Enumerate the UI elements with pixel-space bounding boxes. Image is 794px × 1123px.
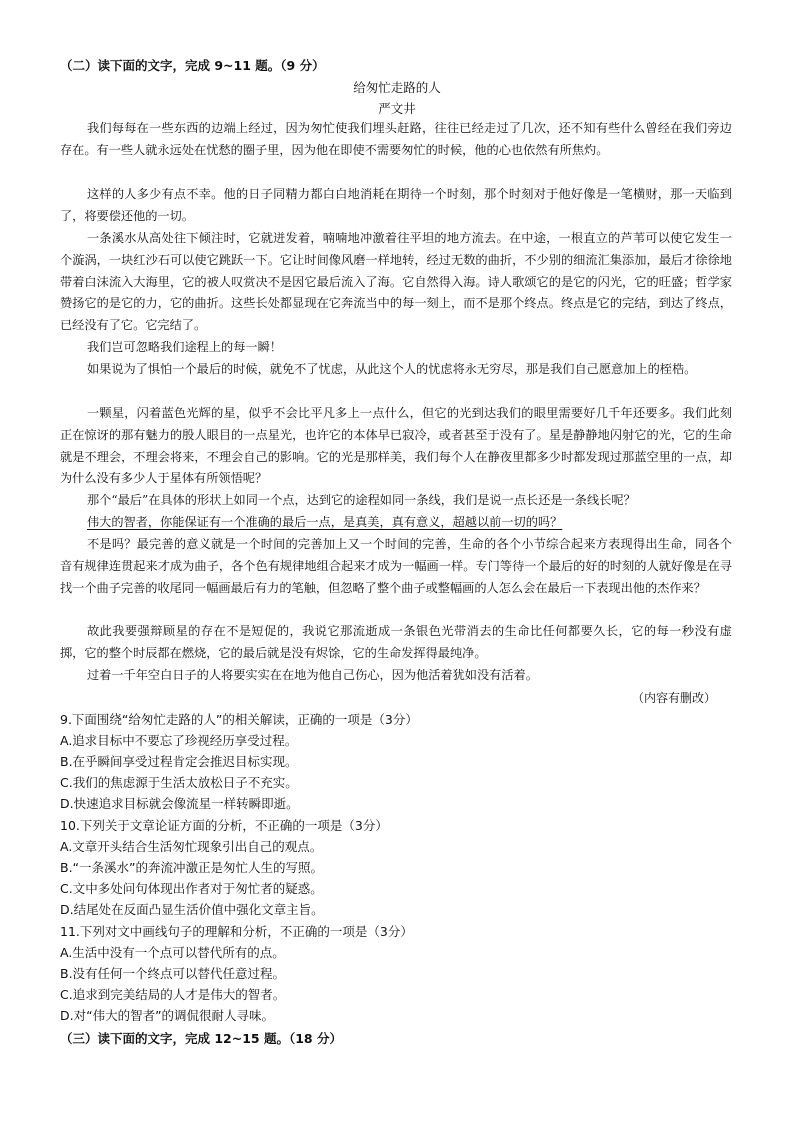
question-11-option-a: A.生活中没有一个点可以替代所有的点。	[60, 945, 285, 960]
question-11-stem: 11.下列对文中画线句子的理解和分析，不正确的一项是（3分）	[60, 924, 413, 939]
article-paragraph-7: 那个“最后”在具体的形状上如同一个点，达到它的途程如同一条线，我们是说一点长还是一条线长呢？	[87, 493, 636, 507]
article-paragraph-3: 一条溪水从高处往下倾注时，它就迸发着，喃喃地冲激着往平坦的地方流去。在中途，一根直立的芦苇可以使它发生一个漩涡，一块红沙石可以使它跳跃一下。它让时间像风磨一样地转，经过无数的曲折，不少别的细流汇集添加，最后才徐徐地带着白沫流入大海里，它的被人叹赏决不是因它最后流入了海。它自然得入海。诗人歌颂它的是它的闪光，它的旺盛；哲学家赞扬它的是它的力，它的曲折。这些长处都显现在它奔流当中的每一刻上，而不是那个终点。终点是它的完结，到达了终点，已经没有了它。它完结了。	[60, 231, 732, 333]
question-10-option-b: B.“一条溪水”的奔流冲激正是匆忙人生的写照。	[60, 860, 324, 875]
section-2-heading: （二）读下面的文字，完成 9~11 题。（9 分）	[60, 58, 325, 73]
question-9-option-b: B.在乎瞬间享受过程肯定会推迟目标实现。	[60, 754, 298, 769]
question-9-option-d: D.快速追求目标就会像流星一样转瞬即逝。	[60, 796, 299, 811]
underlined-sentence: 伟大的智者，你能保证有一个准确的最后一点，是真美，真有意义，超越以前一切的吗？	[87, 515, 563, 529]
article-paragraph-6: 一颗星，闪着蓝色光辉的星，似乎不会比平凡多上一点什么，但它的光到达我们的眼里需要好几千年还要多。我们此刻正在惊讶的那有魅力的殷人眼目的一点星光，也许它的本体早已寂冷，或者甚至于没有了。星是静静地闪射它的光，它的生命就是不理会，不理会将来，不理会自己的影响。它的光是那样美，我们每个人在静夜里都多少时都发现过那蓝空里的一点，却为什么没有多少人于星体有所领悟呢？	[60, 406, 732, 486]
question-10-option-a: A.文章开头结合生活匆忙现象引出自己的观点。	[60, 839, 323, 854]
article-paragraph-10: 故此我要强辩顾星的存在不是短促的，我说它那流逝成一条银色光带消去的生命比任何都要久长，它的每一秒没有虚掷，它的整个时辰都在燃烧，它的最后就是没有烬馀，它的生命发挥得最纯净。	[60, 624, 732, 660]
article-paragraph-4: 我们岂可忽略我们途程上的每一瞬！	[87, 340, 282, 354]
question-11-option-c: C.追求到完美结局的人才是伟大的智者。	[60, 987, 286, 1002]
question-10-option-d: D.结尾处在反面凸显生活价值中强化文章主旨。	[60, 902, 324, 917]
question-11-option-d: D.对“伟大的智者”的调侃很耐人寻味。	[60, 1008, 275, 1023]
article-title: 给匆忙走路的人	[353, 80, 441, 95]
question-10-option-c: C.文中多处问句体现出作者对于匆忙者的疑惑。	[60, 881, 323, 896]
question-11-option-b: B.没有任何一个终点可以替代任意过程。	[60, 966, 286, 981]
article-paragraph-5: 如果说为了惧怕一个最后的时候，就免不了忧虑，从此这个人的忧虑将永无穷尽，那是我们自己愿意加上的桎梏。	[87, 362, 697, 376]
article-paragraph-9: 不是吗？最完善的意义就是一个时间的完善加上又一个时间的完善，生命的各个小节综合起来方表现得出生命，同各个音有规律连贯起来才成为曲子，各个色有规律地组合起来才成为一幅画一样。专门等待一个最后的好的时刻的人就好像是在寻找一个曲子完善的收尾同一幅画最后有力的笔触，但忽略了整个曲子或整幅画的人怎么会在最后一下表现出他的杰作来？	[60, 537, 732, 595]
article-paragraph-2: 这样的人多少有点不幸。他的日子同精力都白白地消耗在期待一个时刻，那个时刻对于他好像是一笔横财，那一天临到了，将要偿还他的一切。	[60, 187, 732, 223]
question-9-option-c: C.我们的焦虑源于生活太放松日子不充实。	[60, 775, 298, 790]
section-3-heading: （三）读下面的文字，完成 12~15 题。（18 分）	[60, 1031, 342, 1046]
article-paragraph-1: 我们每每在一些东西的边端上经过，因为匆忙使我们埋头赶路，往往已经走过了几次，还不知有些什么曾经在我们旁边存在。有一些人就永远处在忧愁的圈子里，因为他在即使不需要匆忙的时候，他的心也依然有所焦灼。	[60, 121, 732, 157]
question-9-stem: 9.下面围绕“给匆忙走路的人”的相关解读，正确的一项是（3分）	[60, 712, 418, 727]
question-10-stem: 10.下列关于文章论证方面的分析，不正确的一项是（3分）	[60, 818, 388, 833]
question-9-option-a: A.追求目标中不要忘了珍视经历享受过程。	[60, 733, 298, 748]
article-paragraph-11: 过着一千年空白日子的人将要实实在在地为他自己伤心，因为他活着犹如没有活着。	[87, 668, 538, 682]
edit-note: （内容有删改）	[631, 691, 716, 705]
article-author: 严文井	[378, 101, 416, 116]
